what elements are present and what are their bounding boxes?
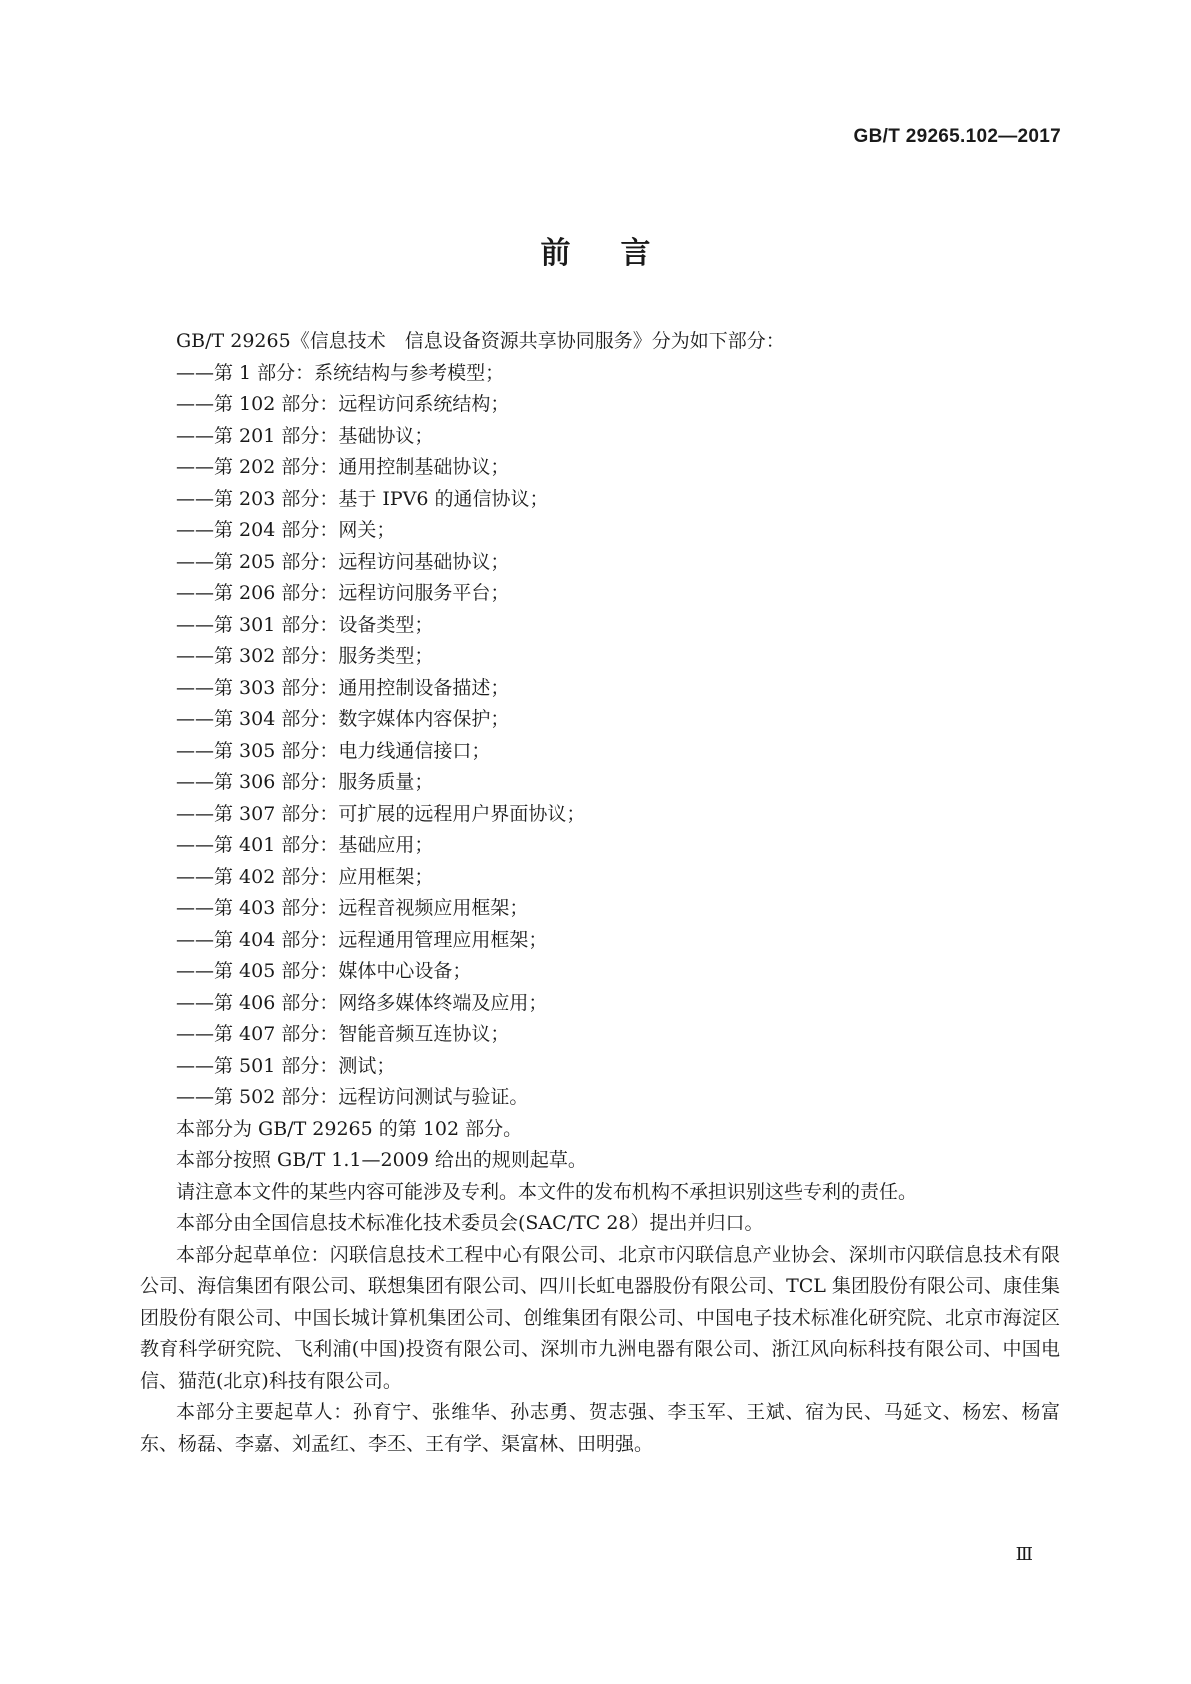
list-item: ——第 404 部分：远程通用管理应用框架； [176,928,548,951]
list-item: ——第 403 部分：远程音视频应用框架； [176,897,529,919]
statement-drafting-rules: 本部分按照 GB/T 1.1—2009 给出的规则起草。 [176,1149,587,1171]
list-item: ——第 502 部分：远程访问测试与验证。 [176,1086,529,1108]
list-item: ——第 201 部分：基础协议； [176,424,434,447]
page-title [0,228,1191,272]
parts-list [140,358,1060,1114]
list-item: ——第 303 部分：通用控制设备描述； [176,676,510,699]
list-item: ——第 402 部分：应用框架； [176,865,434,888]
list-item: ——第 501 部分：测试； [176,1054,396,1077]
list-item: ——第 305 部分：电力线通信接口； [176,739,491,762]
list-item: ——第 307 部分：可扩展的远程用户界面协议； [176,802,586,825]
title-char-2: 言 [620,236,651,271]
list-item: ——第 301 部分：设备类型； [176,613,434,636]
drafting-units-paragraph: 本部分起草单位：闪联信息技术工程中心有限公司、北京市闪联信息产业协会、深圳市闪联信息技术有限公司、海信集团有限公司、联想集团有限公司、四川长虹电器股份有限公司、TCL 集团股份有限公司、康佳集团股份有限公司、中国长城计算机集团公司、创维集团有限公司、中国电子技术标准化研究院、北京市海淀区教育科学研究院、飞利浦(中国)投资有限公司、深圳市九洲电器有限公司、浙江风向标科技有限公司、中国电信、猫范(北京)科技有限公司。 [140,1243,1060,1392]
list-item: ——第 401 部分：基础应用； [176,834,434,856]
list-item: ——第 306 部分：服务质量； [176,771,434,793]
list-item: ——第 205 部分：远程访问基础协议； [176,550,510,573]
statement-patent-notice: 请注意本文件的某些内容可能涉及专利。本文件的发布机构不承担识别这些专利的责任。 [176,1180,918,1203]
drafters-paragraph: 本部分主要起草人：孙育宁、张维华、孙志勇、贺志强、李玉军、王斌、宿为民、马延文、杨宏、杨富东、杨磊、李嘉、刘孟红、李丕、王有学、渠富林、田明强。 [140,1401,1060,1455]
list-item: ——第 203 部分：基于 IPV6 的通信协议； [176,487,549,510]
title-char-1: 前 [540,236,571,271]
list-item: ——第 304 部分：数字媒体内容保护； [176,708,510,730]
list-item: ——第 102 部分：远程访问系统结构； [176,393,510,415]
list-item: ——第 202 部分：通用控制基础协议； [176,456,510,478]
list-item: ——第 407 部分：智能音频互连协议； [176,1023,510,1045]
list-item: ——第 206 部分：远程访问服务平台； [176,582,510,604]
standard-number: GB/T 29265.102—2017 [853,126,1061,147]
page-number: Ⅲ [1015,1544,1033,1565]
list-item: ——第 406 部分：网络多媒体终端及应用； [176,991,548,1014]
list-item: ——第 302 部分：服务类型； [176,645,434,667]
document-body [140,326,1060,1460]
statement-proposer: 本部分由全国信息技术标准化技术委员会(SAC/TC 28）提出并归口。 [176,1212,764,1234]
list-item: ——第 204 部分：网关； [176,519,396,541]
list-item: ——第 405 部分：媒体中心设备； [176,960,472,982]
statement-part-number: 本部分为 GB/T 29265 的第 102 部分。 [176,1117,523,1140]
list-item: ——第 1 部分：系统结构与参考模型； [176,361,505,384]
intro-line: GB/T 29265《信息技术 信息设备资源共享协同服务》分为如下部分： [176,330,785,352]
